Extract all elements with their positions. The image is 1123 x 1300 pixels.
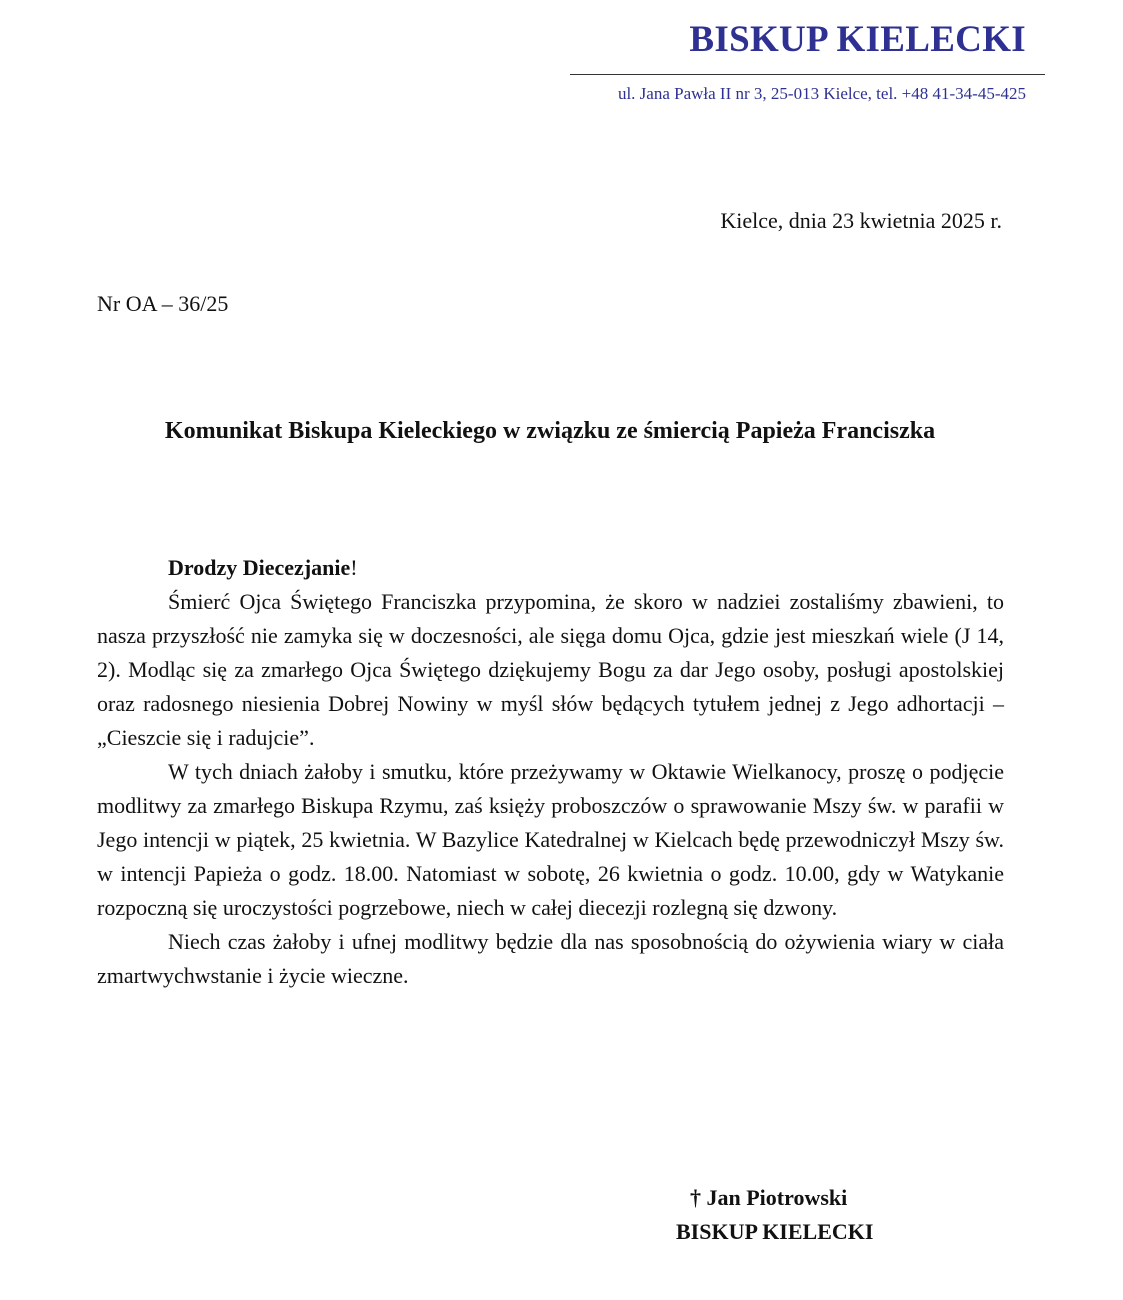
signature-block <box>676 1181 873 1249</box>
paragraph-3: Niech czas żałoby i ufnej modlitwy będzie dla nas sposobnością do ożywienia wiary w ciała zmartwychwstanie i życie wieczne. <box>97 929 1004 988</box>
letterhead-title: BISKUP KIELECKI <box>689 19 1026 60</box>
reference-number: Nr OA – 36/25 <box>97 291 229 316</box>
signature-role: BISKUP KIELECKI <box>676 1219 874 1244</box>
paragraph-1: Śmierć Ojca Świętego Franciszka przypomina, że skoro w nadziei zostaliśmy zbawieni, to nasza przyszłość nie zamyka się w doczesności, ale sięga domu Ojca, gdzie jest mieszkań wiele (J 14, 2). Modląc się za zmarłego Ojca Świętego dziękujemy Bogu za dar Jego osoby, posługi apostolskiej oraz radosnego niesienia Dobrej Nowiny w myśl słów będących tytułem jednej z Jego adhortacji – „Cieszcie się i radujcie”. <box>97 589 1004 750</box>
salutation-text: Drodzy Diecezjanie <box>168 555 351 580</box>
letterhead-divider <box>570 74 1045 75</box>
date-line: Kielce, dnia 23 kwietnia 2025 r. <box>720 208 1002 233</box>
signature-name: † Jan Piotrowski <box>690 1185 848 1210</box>
document-title: Komunikat Biskupa Kieleckiego w związku ze śmiercią Papieża Franciszka <box>164 418 936 444</box>
letter-body <box>97 551 1004 993</box>
letterhead-address: ul. Jana Pawła II nr 3, 25-013 Kielce, tel. +48 41-34-45-425 <box>617 84 1026 103</box>
paragraph-2: W tych dniach żałoby i smutku, które przeżywamy w Oktawie Wielkanocy, proszę o podjęcie modlitwy za zmarłego Biskupa Rzymu, zaś księży proboszczów o sprawowanie Mszy św. w parafii w Jego intencji w piątek, 25 kwietnia. W Bazylice Katedralnej w Kielcach będę przewodniczył Mszy św. w intencji Papieża o godz. 18.00. Natomiast w sobotę, 26 kwietnia o godz. 10.00, gdy w Watykanie rozpoczną się uroczystości pogrzebowe, niech w całej diecezji rozlegną się dzwony. <box>97 759 1004 920</box>
salutation-punct: ! <box>350 555 358 580</box>
salutation <box>168 551 1004 585</box>
